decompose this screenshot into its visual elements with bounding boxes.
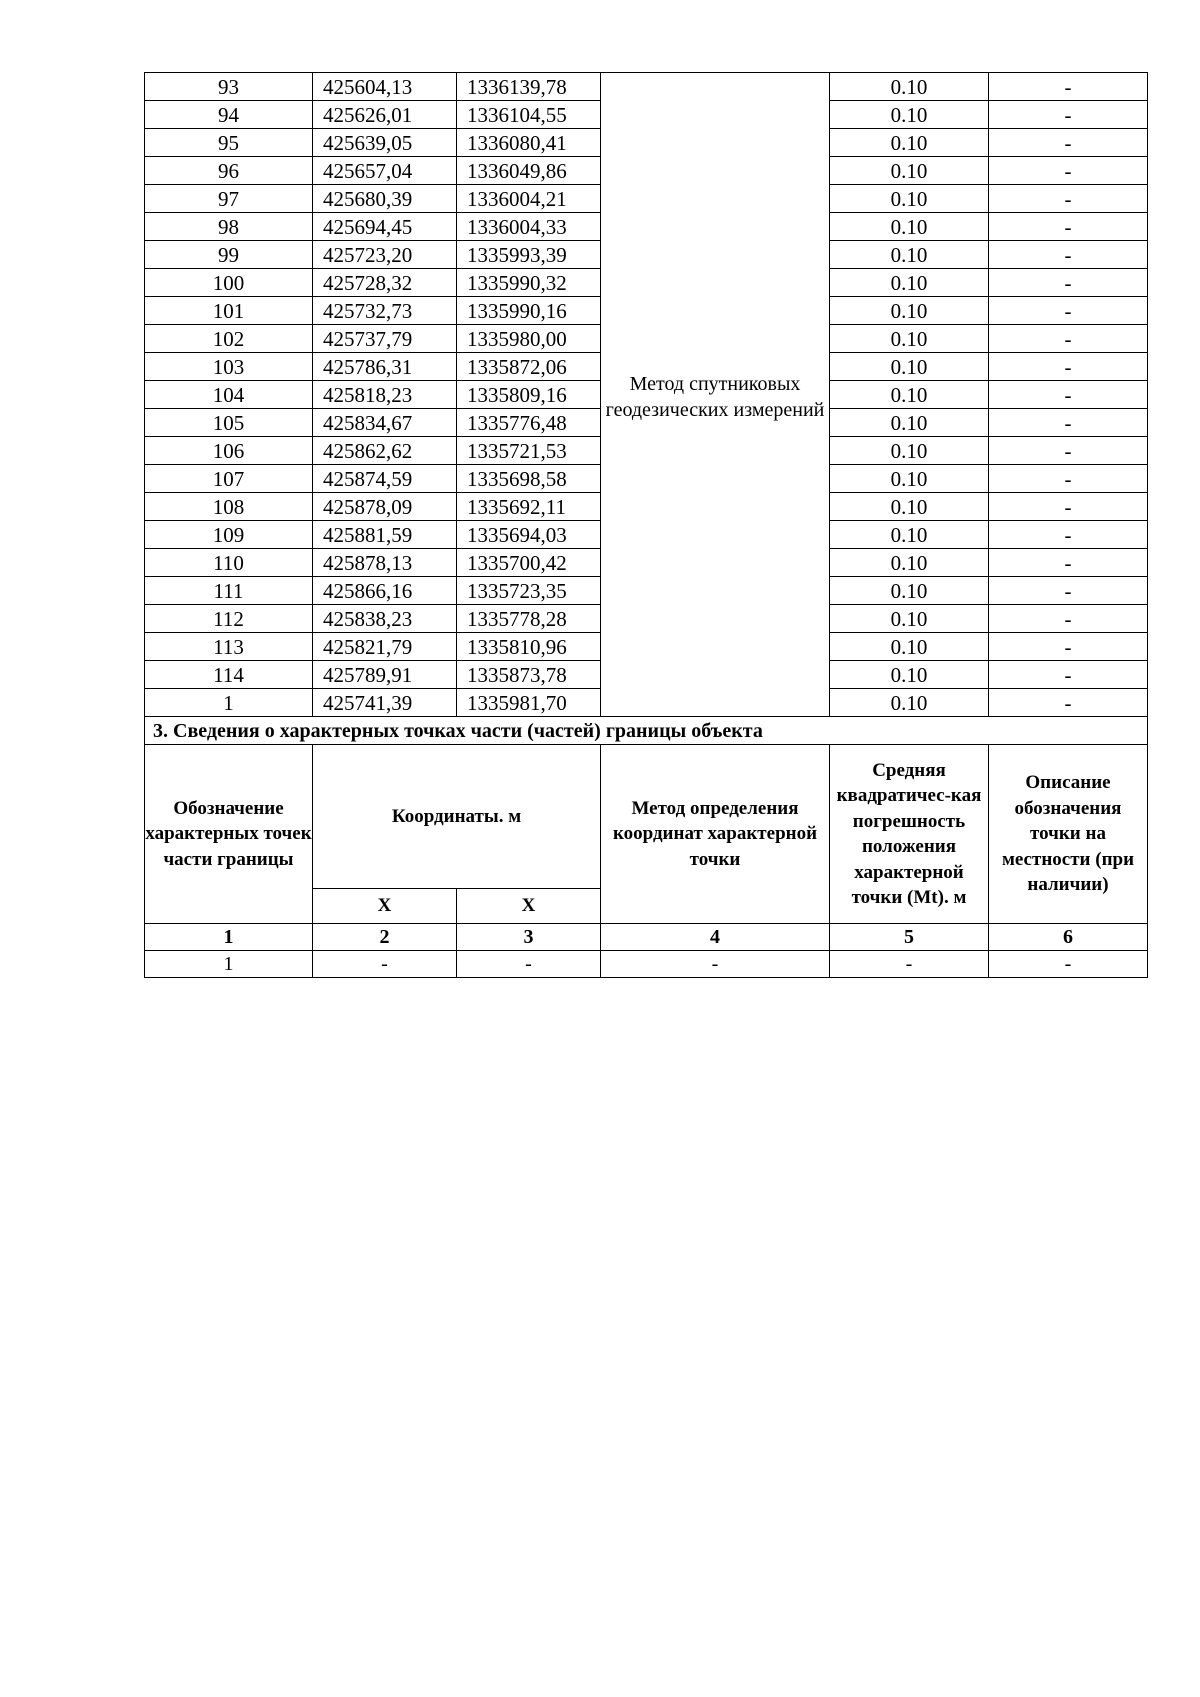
description-cell: - [989,577,1148,605]
mt-cell: 0.10 [830,353,989,381]
coord-y-cell: 1336104,55 [457,101,601,129]
coord-x-cell: 425866,16 [313,577,457,605]
coord-y-cell: 1335778,28 [457,605,601,633]
header-y: X [457,889,601,924]
coord-x-cell: 425878,13 [313,549,457,577]
coord-y-cell: 1335872,06 [457,353,601,381]
point-number-cell: 106 [145,437,313,465]
coord-x-cell: 425786,31 [313,353,457,381]
header-method: Метод определения координат характерной точки [601,745,830,924]
coord-x-cell: 425680,39 [313,185,457,213]
point-number-cell: 107 [145,465,313,493]
mt-cell: 0.10 [830,381,989,409]
column-number: 3 [457,924,601,951]
coord-y-cell: 1335809,16 [457,381,601,409]
coord-x-cell: 425881,59 [313,521,457,549]
point-number-cell: 108 [145,493,313,521]
point-number-cell: 101 [145,297,313,325]
section3-title: 3. Сведения о характерных точках части (частей) границы объекта [145,717,1148,745]
description-cell: - [989,185,1148,213]
mt-cell: 0.10 [830,633,989,661]
coord-y-cell: 1336004,21 [457,185,601,213]
point-number-cell: 100 [145,269,313,297]
column-number: 2 [313,924,457,951]
coord-y-cell: 1335700,42 [457,549,601,577]
point-number-cell: 113 [145,633,313,661]
coord-x-cell: 425821,79 [313,633,457,661]
coord-x-cell: 425737,79 [313,325,457,353]
column-number: 4 [601,924,830,951]
coord-y-cell: 1336080,41 [457,129,601,157]
mt-cell: 0.10 [830,493,989,521]
coord-x-cell: 425723,20 [313,241,457,269]
mt-cell: 0.10 [830,577,989,605]
description-cell: - [989,493,1148,521]
coord-x-cell: 425834,67 [313,409,457,437]
coord-x-cell: 425657,04 [313,157,457,185]
point-number-cell: 93 [145,73,313,101]
method-cell: Метод спутниковых геодезических измерений [601,73,830,717]
coord-x-cell: 425694,45 [313,213,457,241]
mt-cell: 0.10 [830,689,989,717]
coord-y-cell: 1335981,70 [457,689,601,717]
coord-x-cell: 425732,73 [313,297,457,325]
description-cell: - [989,129,1148,157]
coord-y-cell: 1335723,35 [457,577,601,605]
coord-x-cell: 425789,91 [313,661,457,689]
coord-x-cell: 425728,32 [313,269,457,297]
description-cell: - [989,633,1148,661]
mt-cell: 0.10 [830,549,989,577]
coord-y-cell: 1335694,03 [457,521,601,549]
coord-y-cell: 1336049,86 [457,157,601,185]
part-point-cell: 1 [145,951,313,978]
point-number-cell: 109 [145,521,313,549]
mt-cell: 0.10 [830,185,989,213]
boundary-points-table [144,72,1148,978]
description-cell: - [989,689,1148,717]
header-coords: Координаты. м [313,745,601,889]
coord-y-cell: 1335692,11 [457,493,601,521]
description-cell: - [989,661,1148,689]
point-number-cell: 97 [145,185,313,213]
point-number-cell: 95 [145,129,313,157]
description-cell: - [989,325,1148,353]
mt-cell: 0.10 [830,129,989,157]
mt-cell: 0.10 [830,437,989,465]
coord-y-cell: 1335810,96 [457,633,601,661]
coord-y-cell: 1335990,32 [457,269,601,297]
header-mt: Средняя квадратичес-кая погрешность положения характерной точки (Mt). м [830,745,989,924]
description-cell: - [989,521,1148,549]
description-cell: - [989,437,1148,465]
header-desc: Описание обозначения точки на местности (при наличии) [989,745,1148,924]
description-cell: - [989,101,1148,129]
coord-x-cell: 425626,01 [313,101,457,129]
point-number-cell: 114 [145,661,313,689]
mt-cell: 0.10 [830,325,989,353]
mt-cell: 0.10 [830,521,989,549]
description-cell: - [989,605,1148,633]
section3-body [145,717,1148,978]
column-number: 5 [830,924,989,951]
description-cell: - [989,213,1148,241]
mt-cell: 0.10 [830,409,989,437]
coord-y-cell: 1335776,48 [457,409,601,437]
coord-y-cell: 1335990,16 [457,297,601,325]
description-cell: - [989,297,1148,325]
mt-cell: 0.10 [830,605,989,633]
point-number-cell: 102 [145,325,313,353]
description-cell: - [989,409,1148,437]
mt-cell: 0.10 [830,101,989,129]
coord-y-cell: 1335698,58 [457,465,601,493]
coord-y-cell: 1335980,00 [457,325,601,353]
part-mt-cell: - [830,951,989,978]
coord-y-cell: 1335721,53 [457,437,601,465]
part-y-cell: - [457,951,601,978]
point-number-cell: 1 [145,689,313,717]
point-number-cell: 99 [145,241,313,269]
coord-y-cell: 1336004,33 [457,213,601,241]
column-number: 6 [989,924,1148,951]
mt-cell: 0.10 [830,73,989,101]
description-cell: - [989,465,1148,493]
coord-x-cell: 425878,09 [313,493,457,521]
description-cell: - [989,241,1148,269]
point-number-cell: 104 [145,381,313,409]
part-method-cell: - [601,951,830,978]
mt-cell: 0.10 [830,465,989,493]
mt-cell: 0.10 [830,213,989,241]
description-cell: - [989,549,1148,577]
point-number-cell: 98 [145,213,313,241]
coord-x-cell: 425838,23 [313,605,457,633]
section1-body [145,73,1148,717]
part-desc-cell: - [989,951,1148,978]
coord-y-cell: 1336139,78 [457,73,601,101]
description-cell: - [989,381,1148,409]
description-cell: - [989,73,1148,101]
point-number-cell: 103 [145,353,313,381]
coord-x-cell: 425874,59 [313,465,457,493]
description-cell: - [989,353,1148,381]
mt-cell: 0.10 [830,661,989,689]
point-number-cell: 96 [145,157,313,185]
column-number: 1 [145,924,313,951]
description-cell: - [989,269,1148,297]
point-number-cell: 105 [145,409,313,437]
mt-cell: 0.10 [830,297,989,325]
header-x: X [313,889,457,924]
coord-x-cell: 425639,05 [313,129,457,157]
coord-x-cell: 425818,23 [313,381,457,409]
mt-cell: 0.10 [830,269,989,297]
coord-y-cell: 1335873,78 [457,661,601,689]
coord-y-cell: 1335993,39 [457,241,601,269]
coord-x-cell: 425604,13 [313,73,457,101]
coord-x-cell: 425741,39 [313,689,457,717]
header-point: Обозначение характерных точек части границы [145,745,313,924]
point-number-cell: 110 [145,549,313,577]
point-number-cell: 94 [145,101,313,129]
part-x-cell: - [313,951,457,978]
description-cell: - [989,157,1148,185]
point-number-cell: 112 [145,605,313,633]
point-number-cell: 111 [145,577,313,605]
mt-cell: 0.10 [830,157,989,185]
mt-cell: 0.10 [830,241,989,269]
coord-x-cell: 425862,62 [313,437,457,465]
table-row [145,73,1148,101]
